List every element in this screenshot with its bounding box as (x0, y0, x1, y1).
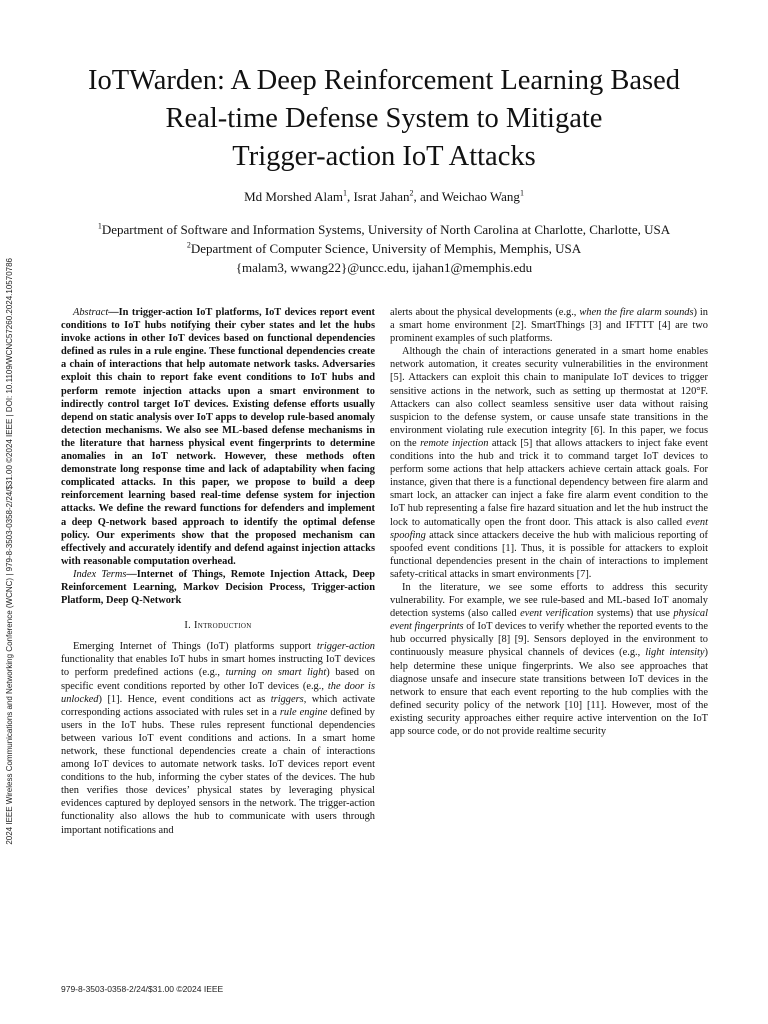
index-terms (61, 568, 375, 607)
text-run: functionality that enables IoT hubs in smart homes instructing IoT devices to perform predefined actions (e.g., (61, 654, 375, 679)
text-run: ) in a smart home environment [2]. SmartThings [3] and IFTTT [4] are two prominent examples of such platforms. (390, 307, 709, 345)
section-heading-introduction (61, 619, 375, 632)
text-run: of IoT devices to verify whether the reported events to the hub occurred physically [8] [9]. Sensors deployed in the environment to continuously measure physical channels of devices (e.g., (390, 621, 708, 659)
text-run: alerts about the physical developments (e.g., (390, 307, 580, 318)
affiliations (0, 220, 768, 277)
italic-run: remote injection (420, 437, 489, 449)
abstract-label: Abstract (73, 307, 109, 318)
text-run: attack [5] that allows attackers to inject fake event conditions into the hub and trick it to command target IoT devices to perform some actions that help attackers achieve certain attack goals. For instance, given that there is a functional dependency between fire alarm and smart lock, an attacker can inject a fake fire alarm event condition to the IoT hub representing a false fire hazard situation and let the hub instruct the lock to automatically open the front door. This attack is also called (390, 437, 708, 528)
text-run: ) [1]. Hence, event conditions act as (98, 693, 271, 705)
abstract (61, 306, 375, 568)
title-line-3: Trigger-action IoT Attacks (232, 141, 536, 172)
affiliation-1 (0, 220, 768, 239)
italic-run: event verification (520, 608, 594, 620)
text-run: attack since attackers deceive the hub with malicious reporting of spoofed event conditions [1]. Thus, it is possible for attackers to exploit functional dependencies present in the chain of interactions to implement safety-critical attacks in smart environments [7]. (390, 529, 708, 580)
section-number: I. (184, 620, 192, 632)
author-2-sup: 2 (409, 188, 414, 198)
italic-run: rule engine (279, 706, 328, 718)
text-run: In the literature, we see some efforts to address this security vulnerability. For example, we see rule-based and ML-based IoT anomaly detection systems (also called (390, 581, 708, 620)
affiliation-2 (0, 239, 768, 258)
author-1-sup: 1 (343, 188, 348, 198)
section-title: Introduction (193, 620, 252, 632)
doi-side-note: 2024 IEEE Wireless Communications and Networking Conference (WCNC) | 979-8-3503-0358-2/24/$31.00 ©2024 IEEE | DOI: 10.1109/WCNC57260.2024.10570786 (5, 258, 14, 845)
text-run: defined by users in the IoT hubs. These rules represent functional dependencies between various IoT event conditions and actions. In a smart home network, these functional dependencies create a chain of interactions among IoT devices to automate network tasks. IoT devices report event conditions to the hub, informing the cyber states of the devices. The hub then verifies those devices’ physical states by leveraging physical evidences captured by deployed sensors in the network. The trigger-action functionality also allows the hub to communicate with users through important notifications and (61, 706, 375, 836)
intro-paragraph-1 (61, 640, 375, 836)
left-column (61, 306, 375, 837)
intro-paragraph-2 (390, 345, 708, 581)
affiliation-1-text: Department of Software and Information Systems, University of North Carolina at Charlotte, Charlotte, USA (101, 222, 671, 237)
right-column (390, 306, 708, 738)
text-run: ) help determine these unique fingerprints. We also see approaches that diagnose unsafe and insecure state transitions between IoT devices in the network to ensure that each event reporting to the hub complies with the defined security policy of the network [10] [11]. However, most of the existing security approaches either require active intervention on the IoT app source code, or do not provide realtime security (390, 647, 708, 737)
italic-run: turning on smart light (225, 667, 327, 679)
index-terms-label: Index Terms (73, 568, 127, 580)
affiliation-2-sup: 2 (186, 240, 191, 250)
paper-title (40, 62, 728, 176)
text-run: Although the chain of interactions generated in a smart home enables network automation, it creates security vulnerabilities in the environment [5]. Attackers can exploit this chain to manipulate IoT devices to trigger sensitive actions in the network, such as setting up thermostat at 120°F. Attackers can also collect seamless sensitive user data without raising suspicion to the defense system, or cause unsafe state transitions in the environment violating rule execution integrity [6]. In this paper, we focus on the (390, 346, 708, 449)
author-1: Md Morshed Alam (244, 189, 344, 204)
italic-run: light intensity (645, 647, 705, 659)
text-run: ) based on specific event conditions reported by other IoT devices (e.g., (61, 667, 375, 692)
title-line-1: IoTWarden: A Deep Reinforcement Learning Based (87, 65, 681, 96)
abstract-text: —In trigger-action IoT platforms, IoT devices report event conditions to IoT hubs notifying their cyber states and let the hubs invoke actions in other IoT devices based on functional dependencies defined as rules in a rule engine. These functional dependencies create a chain of interactions that help automate network tasks. Adversaries exploit this chain to report fake event conditions to IoT hubs and perform remote injection attacks upon a smart environment to indirectly control target IoT devices. Existing defense efforts usually depend on static analysis over IoT apps to develop rule-based anomaly detection mechanisms. We also see ML-based defense mechanisms in the literature that harness physical event fingerprints to determine anomalies in an IoT network. However, these methods often demonstrate long response time and lack of adaptability when facing complicated attacks. In this paper, we propose to build a deep reinforcement learning based real-time defense system for injection attacks. We define the reward functions for defenders and implement a deep Q-network based approach to identify the optimal defense policy. Our experiments show that the proposed mechanism can effectively and accurately identify and defend against injection attacks with reasonable computation overhead. (61, 307, 375, 567)
italic-run: triggers (270, 693, 304, 705)
text-run: systems) that use (593, 608, 674, 620)
italic-run: when the fire alarm sounds (579, 307, 694, 318)
italic-run: trigger-action (316, 641, 375, 653)
affiliation-1-sup: 1 (97, 221, 102, 231)
italic-run: physical event fingerprints (390, 608, 708, 633)
intro-paragraph-3 (390, 581, 708, 738)
author-3: Weichao Wang (441, 189, 520, 204)
text-run: Emerging Internet of Things (IoT) platforms support (73, 641, 317, 653)
author-list: Md Morshed Alam$^1$, Israt Jahan$^2$, and Weichao Wang$^1$ (244, 188, 524, 204)
page-footer: 979-8-3503-0358-2/24/$31.00 ©2024 IEEE (61, 984, 224, 994)
italic-run: event spoofing (390, 516, 708, 541)
italic-run: the door is unlocked (61, 680, 375, 705)
author-3-sup: 1 (519, 188, 524, 198)
intro-paragraph-1-cont (390, 306, 708, 345)
text-run: , which activate corresponding actions associated with rules set in a (61, 693, 375, 718)
title-line-2: Real-time Defense System to Mitigate (165, 103, 603, 134)
author-2: Israt Jahan (353, 189, 410, 204)
affiliation-2-text: Department of Computer Science, University of Memphis, Memphis, USA (190, 241, 582, 256)
author-emails: {malam3, wwang22}@uncc.edu, ijahan1@memphis.edu (235, 260, 533, 275)
index-terms-text: —Internet of Things, Remote Injection Attack, Deep Reinforcement Learning, Markov Decision Process, Trigger-action Platform, Deep Q-Network (61, 568, 376, 607)
